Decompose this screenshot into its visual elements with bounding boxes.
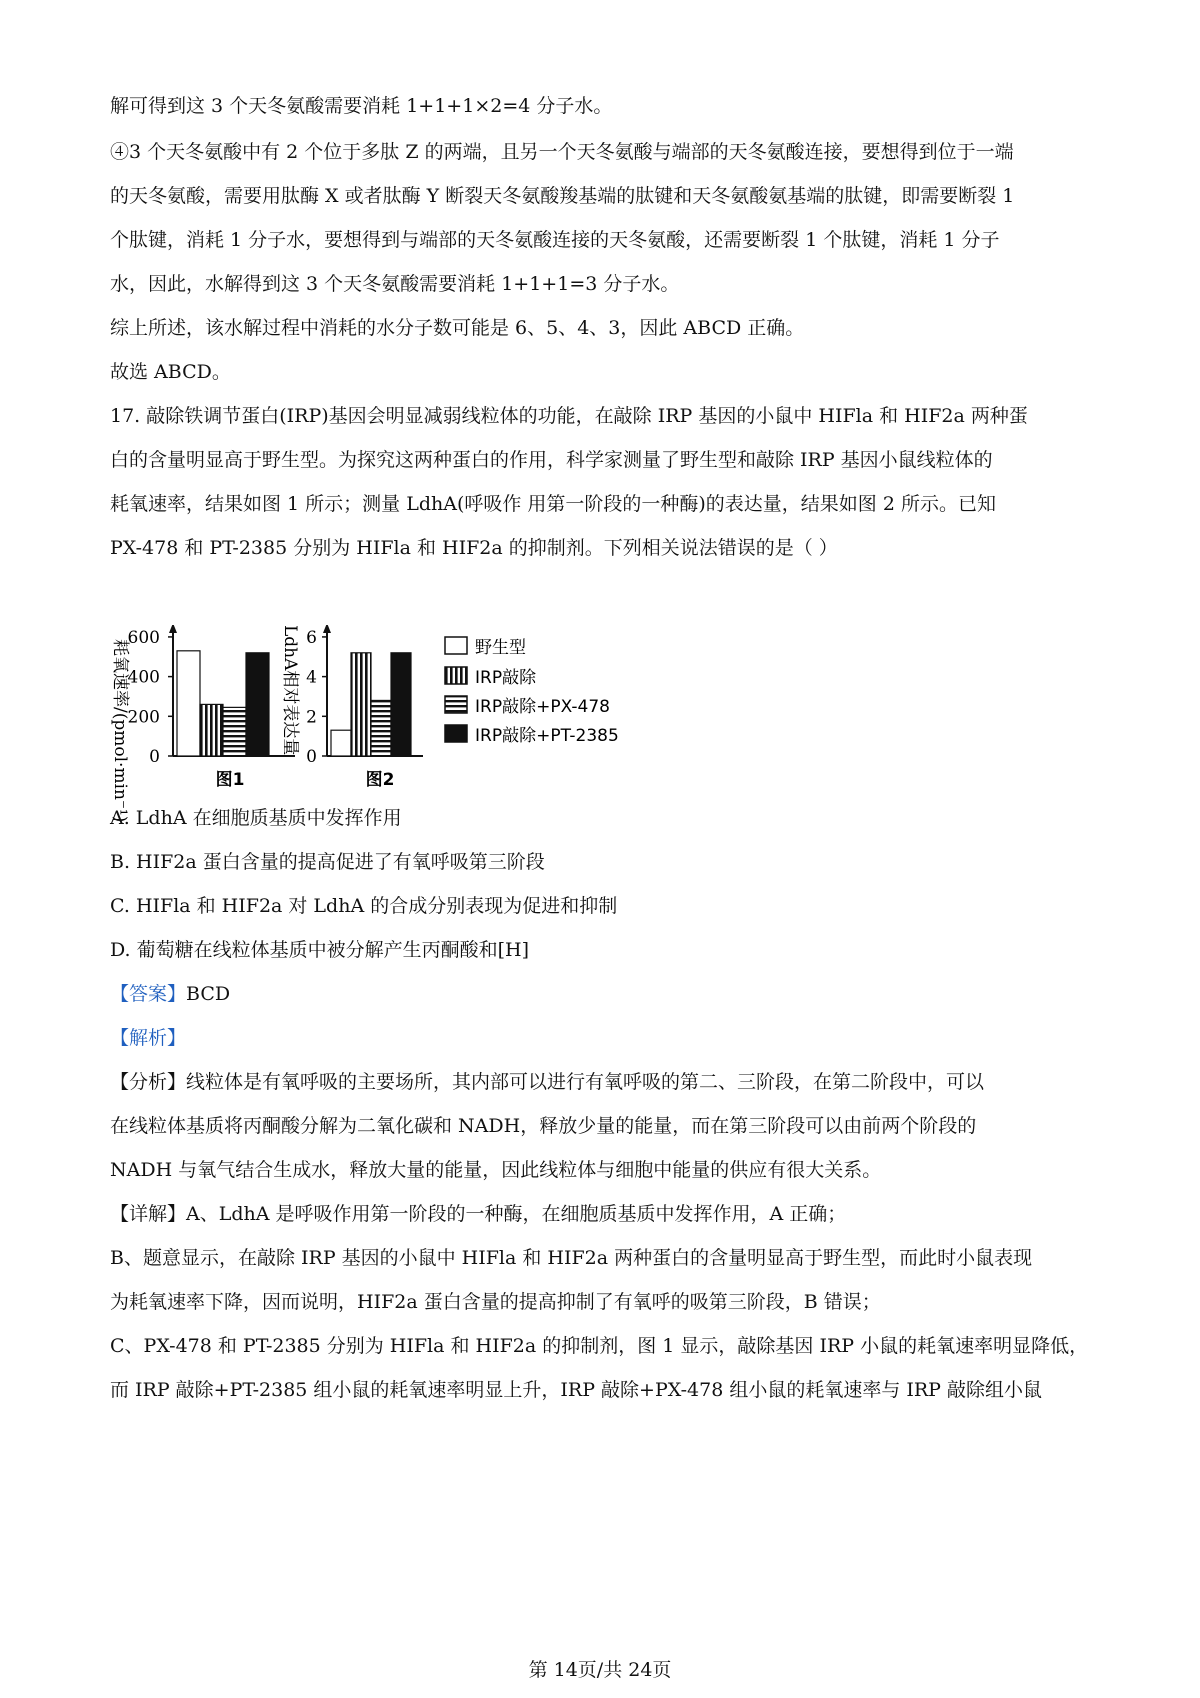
bar-2 xyxy=(200,704,223,756)
legend-swatch-irp-knockout xyxy=(445,667,467,684)
legend-label: IRP敲除+PT-2385 xyxy=(475,726,619,746)
explanation-line: C、PX-478 和 PT-2385 分别为 HIFla 和 HIF2a 的抑制剂，图 1 显示，敲除基因 IRP 小鼠的耗氧速率明显降低， xyxy=(110,1335,1089,1357)
option-c: C. HIFla 和 HIF2a 对 LdhA 的合成分别表现为促进和抑制 xyxy=(110,895,618,917)
y-axis-label: LdhA相对表达量 xyxy=(280,625,300,756)
legend-swatch-wildtype xyxy=(445,637,467,654)
y-tick-label: 2 xyxy=(306,707,317,728)
question-line: 耗氧速率，结果如图 1 所示；测量 LdhA(呼吸作 用第一阶段的一种酶)的表达量，结果如图 2 所示。已知 xyxy=(110,493,996,515)
option-b: B. HIF2a 蛋白含量的提高促进了有氧呼吸第三阶段 xyxy=(110,851,545,873)
bar-3 xyxy=(223,707,246,756)
bar-1 xyxy=(331,730,351,756)
bar-3 xyxy=(371,700,391,756)
explanation-line: 为耗氧速率下降，因而说明，HIF2a 蛋白含量的提高抑制了有氧呼的吸第三阶段，B 错误； xyxy=(110,1291,881,1313)
question-line: PX-478 和 PT-2385 分别为 HIFla 和 HIF2a 的抑制剂。下列相关说法错误的是（ ） xyxy=(110,537,838,559)
paragraph-line: 个肽键，消耗 1 分子水，要想得到与端部的天冬氨酸连接的天冬氨酸，还需要断裂 1 个肽键，消耗 1 分子 xyxy=(110,229,1000,251)
y-tick-label: 4 xyxy=(306,667,317,688)
question-line: 17. 敲除铁调节蛋白(IRP)基因会明显减弱线粒体的功能，在敲除 IRP 基因的小鼠中 HIFla 和 HIF2a 两种蛋 xyxy=(110,405,1028,427)
answer-line xyxy=(110,982,230,1006)
paragraph-line: 综上所述，该水解过程中消耗的水分子数可能是 6、5、4、3，因此 ABCD 正确。 xyxy=(110,317,805,339)
y-axis-arrow xyxy=(169,625,177,633)
y-tick-label: 200 xyxy=(127,707,160,728)
legend-label: 野生型 xyxy=(475,638,526,658)
legend-label: IRP敲除+PX-478 xyxy=(475,697,610,717)
bar-1 xyxy=(177,651,200,756)
page-footer: 第 14页/共 24页 xyxy=(528,1659,672,1681)
y-axis-label: 耗氧速率/(pmol·min⁻¹) xyxy=(110,639,130,823)
y-tick-label: 600 xyxy=(127,627,160,648)
paragraph-line: 故选 ABCD。 xyxy=(110,361,231,383)
y-tick-label: 400 xyxy=(127,667,160,688)
legend-swatch-px478 xyxy=(445,696,467,713)
chart-ldha-expression xyxy=(280,625,423,790)
bar-4 xyxy=(246,653,269,756)
explanation-line: B、题意显示，在敲除 IRP 基因的小鼠中 HIFla 和 HIF2a 两种蛋白的含量明显高于野生型，而此时小鼠表现 xyxy=(110,1247,1033,1269)
question-line: 白的含量明显高于野生型。为探究这两种蛋白的作用，科学家测量了野生型和敲除 IRP 基因小鼠线粒体的 xyxy=(110,449,993,471)
answer-tag: 【答案】 xyxy=(110,983,187,1005)
y-tick-label: 6 xyxy=(306,627,317,648)
paragraph-line: ④3 个天冬氨酸中有 2 个位于多肽 Z 的两端，且另一个天冬氨酸与端部的天冬氨酸连接，要想得到位于一端 xyxy=(110,141,1014,163)
explanation-line: 【详解】A、LdhA 是呼吸作用第一阶段的一种酶，在细胞质基质中发挥作用，A 正确； xyxy=(110,1203,847,1225)
legend-swatch-pt2385 xyxy=(445,725,467,742)
y-tick-label: 0 xyxy=(149,747,160,767)
explanation-line: 【分析】线粒体是有氧呼吸的主要场所，其内部可以进行有氧呼吸的第二、三阶段，在第二阶段中，可以 xyxy=(110,1071,985,1093)
y-axis-arrow xyxy=(323,625,331,633)
paragraph-line: 解可得到这 3 个天冬氨酸需要消耗 1+1+1×2=4 分子水。 xyxy=(110,95,613,117)
chart-title: 图2 xyxy=(365,770,395,790)
bar-4 xyxy=(391,653,411,756)
analysis-tag: 【解析】 xyxy=(110,1027,187,1049)
legend-label: IRP敲除 xyxy=(475,668,537,688)
option-a: A. LdhA 在细胞质基质中发挥作用 xyxy=(110,807,402,829)
answer-value: BCD xyxy=(186,983,231,1005)
y-tick-label: 0 xyxy=(306,747,317,767)
chart-oxygen-consumption xyxy=(110,625,295,822)
explanation-line: 在线粒体基质将丙酮酸分解为二氧化碳和 NADH，释放少量的能量，而在第三阶段可以由前两个阶段的 xyxy=(110,1115,977,1137)
chart-legend xyxy=(445,637,619,746)
paragraph-line: 的天冬氨酸，需要用肽酶 X 或者肽酶 Y 断裂天冬氨酸羧基端的肽键和天冬氨酸氨基端的肽键，即需要断裂 1 xyxy=(110,185,1015,207)
paragraph-line: 水，因此，水解得到这 3 个天冬氨酸需要消耗 1+1+1=3 分子水。 xyxy=(110,273,680,295)
chart-title: 图1 xyxy=(215,770,245,790)
explanation-line: 而 IRP 敲除+PT-2385 组小鼠的耗氧速率明显上升，IRP 敲除+PX-478 组小鼠的耗氧速率与 IRP 敲除组小鼠 xyxy=(110,1379,1043,1401)
bar-2 xyxy=(351,653,371,756)
explanation-line: NADH 与氧气结合生成水，释放大量的能量，因此线粒体与细胞中能量的供应有很大关系。 xyxy=(110,1159,882,1181)
option-d: D. 葡萄糖在线粒体基质中被分解产生丙酮酸和[H] xyxy=(110,939,530,961)
